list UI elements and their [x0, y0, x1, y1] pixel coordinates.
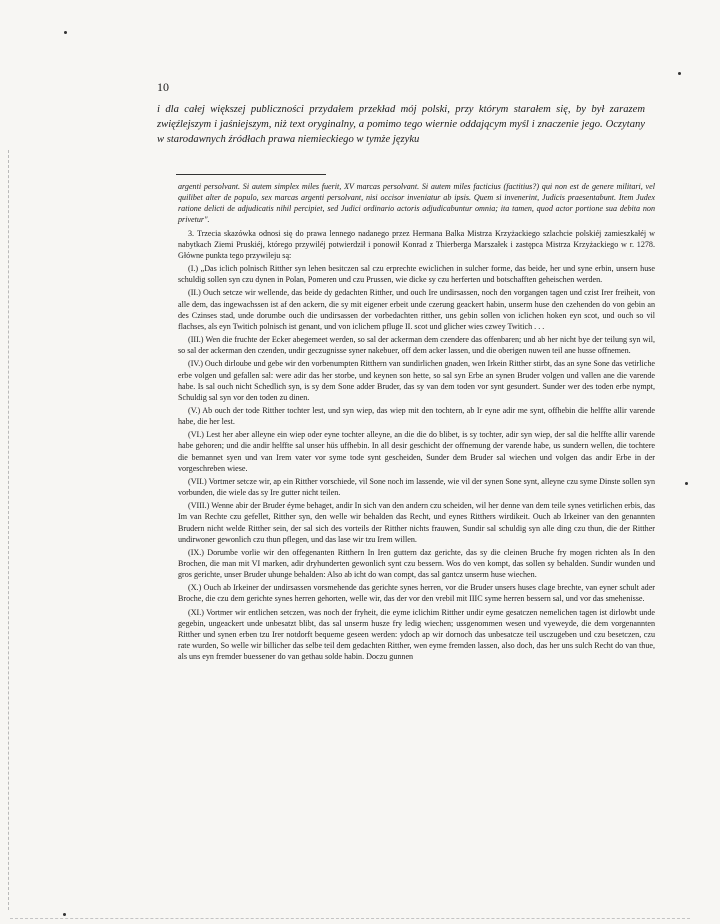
- footnote-rule: [176, 174, 326, 175]
- scan-speck: [685, 482, 688, 485]
- scan-speck: [64, 31, 67, 34]
- footnote-block: [178, 181, 655, 664]
- privilege-section-9: (IX.) Dorumbe vorlie wir den offegenanten Ritthern In Iren guttern daz gerichte, das sy die cleinen Bruche fry mogen richten als In den Brochen, die man mit VI marken, adir dryhunderten gewonlich synt czu bessern. Wos do ven kompt, das sollen sy behalden. Sundir wunden und gros gerichte, unser Bruder uhunge behalden: Also ab icht do wan compt, das sal gantcz unserm huse wiechen.: [178, 547, 655, 580]
- scan-edge-bottom: [10, 918, 690, 920]
- intro-paragraph: i dla całej większej publiczności przydałem przekład mój polski, przy którym starałem się, by był zarazem zwięźlejszym i jaśniejszym, niż text oryginalny, a pomimo tego wiernie oddającym myśl i znaczenie jego. Oczytany w starodawnych źródłach prawa niemieckiego w tymże języku: [157, 104, 645, 145]
- footnote-para-3: 3. Trzecia skazówka odnosi się do prawa lennego nadanego przez Hermana Balka Mistrza Krzyżackiego szlachcie polskiéj zamieszkałéj w nabytkach Ziemi Pruskiéj, którego przywiléj potwierdził i ponowił Konrad z Thierberga Marszałek i zastępca Mistrza Krzyżackiego w r. 1278. Główne punkta tego przywileju są:: [178, 228, 655, 260]
- scan-speck: [678, 72, 681, 75]
- privilege-section-6: (VI.) Lest her aber alleyne ein wiep oder eyne tochter alleyne, an die die do blibet, is sy tochter, adir syn wiep, der sal die helffte allir varende habe gehoren; und die andir helffte sal unser hüs uffhebin. In all desir geschicht der offnemung der varende habe, us sundern wellen, die tochtere die bemannet syen und van Irem vater vor syme tode synt gescheiden, Sunder dem Bruder sal wiechen und volgen das andir Erbe in der vorgeschreben wiese.: [178, 430, 655, 473]
- scan-edge-left: [8, 150, 10, 910]
- privilege-section-11: (XI.) Vortmer wir entlichen setczen, was noch der fryheit, die eyme iclichim Ritther undir eyme gesatczen nemelichen tagen ist dirlowbt unde gegebin, ungeackert unde unbesatzt blibt, das sal unserm husze fry ledig wiechen; ussgenommen wesen und vyeweyde, die dem vorgenannten Ritther und synen erben tzu Irer notdorft bequeme geseen werden: ydoch ap wir dornoch das unbesatcze teil usczugeben und czu besetczen, czu rate wurden, So welle wir billicher das selbe teil dem gedachten Ritther, wen eyme fremden lassen, also doch, das her uns sulch Recht do van thue, als uns eyn fremder buessener do van gethau solde habin. Doczu gunnen: [178, 607, 655, 662]
- privilege-section-4: (IV.) Ouch dirloube und gebe wir den vorbenumpten Ritthern van sundirlichen gnaden, wen Irkein Ritther stirbt, das an syne Sone das vetirliche erbe volgen und gefallen sal: were adir das her storbe, und keynen son hette, so sal syn Erbe an synen Bruder volgen und vallen ane die varende habe. Is sal ouch nicht Schedlich syn, is sy dem Sone adder Bruder, das sy van dem toden vor synt gesundert. Sunder wer des toden erbe nympt, Schuldig sal syn vor den toden zu dinen.: [178, 359, 655, 402]
- footnote-latin: argenti persolvant. Si autem simplex miles fuerit, XV marcas persolvant. Si autem miles facticius (factitius?) qui non est de genere militari, vel quilibet alter de populo, sex marcas argenti persolvant, nisi occisor inveniatur ab ipsis. Quem si invenerint, Judicis praesentabunt. Item Judex ratione delicti de adjudicatis nihil percipiet, sed Judici ordinario actoris adjudicabuntur omnia; ita tamen, quod actor portione sua debita non privetur".: [178, 182, 655, 225]
- privilege-section-3: (III.) Wen die fruchte der Ecker abegemeet werden, so sal der ackerman dem czendere das offenbaren; und ab her nicht bye der teilung syn wil, so sal der ackerman den czenden, undir geczugnisse syner nakebuer, off dem acker lassen, und die oberigen nuwen teil ane husse offnemen.: [178, 335, 655, 356]
- scan-speck: [63, 913, 66, 916]
- privilege-section-1: (I.) „Das iclich polnisch Ritther syn lehen besitczen sal czu erprechte ewiclichen in sulcher forme, das beide, her und syne erbin, unsern huse schuldig sollen syn czu dynen in Polan, Pomeren und czu Prussen, wie dicke sy czu herferten und botschafften geheischen werden.: [178, 264, 655, 285]
- privilege-section-8: (VIII.) Wenne abir der Bruder éyme behaget, andir In sich van den andern czu scheiden, wil her denne van dem teile synes vetirlichen erbis, das Im van Rechte czu gefellet, Ritther syn, den welle wir behalden das Recht, und eynes Ritthers wirdikeit. Ouch ab Irkeiner van den genannten Brudern nicht welde Ritther sein, der sal sich des vorteils der Ritther nichts frauwen, Sundir sal schuldig syn alle ding czu thun, die der Ritther undirwoner gewonlich czu thun pflegen, und das lase wir tzu Irem willen.: [178, 501, 655, 544]
- page-number: 10: [157, 80, 169, 94]
- privilege-section-2: (II.) Ouch setcze wir wellende, das beide dy gedachten Ritther, und ouch Ire undirsassen, noch den vorgangen tagen und czist Irer freiheit, von alle dem, das ingewachssen ist af den ackern, die sy mit eigener erbeit unde czerung geackert habin, unserm huse den czehenden do von gebin an des Czinses stad, unde dorumbe ouch die undirsassen der vorbedachten ritther, uns gebin sollen von iclichen hoken eyn scot, und ouch so vil flachses, als eyn Twitich polnisch ist genant, und von iclichem pfluge II. scot und glicher wies czwey Twitich . . .: [178, 288, 655, 331]
- privilege-section-10: (X.) Ouch ab Irkeiner der undirsassen vorsmehende das gerichte synes herren, vor die Bruder unsers huses clage brechte, van eyner schult ader Broche, die czu dem gerichte synes herren gehorten, welle wir, das der vor den vrebil mit IIIC syme herren bessern sal, und vor das smehenisse.: [178, 583, 655, 604]
- privilege-section-5: (V.) Ab ouch der tode Ritther tochter lest, und syn wiep, das wiep mit den tochtern, ab Ir eyne adir me synt, offhebin die helffte allir varende habe, die her lest.: [178, 405, 655, 427]
- privilege-section-7: (VII.) Vortmer setcze wir, ap ein Ritther vorschiede, vil Sone noch im lassende, wie vil der synen Sone synt, alleyne czu syme Dinste sollen syn vorbunden, die wiele das sy Ire gutter nicht teilen.: [178, 476, 655, 498]
